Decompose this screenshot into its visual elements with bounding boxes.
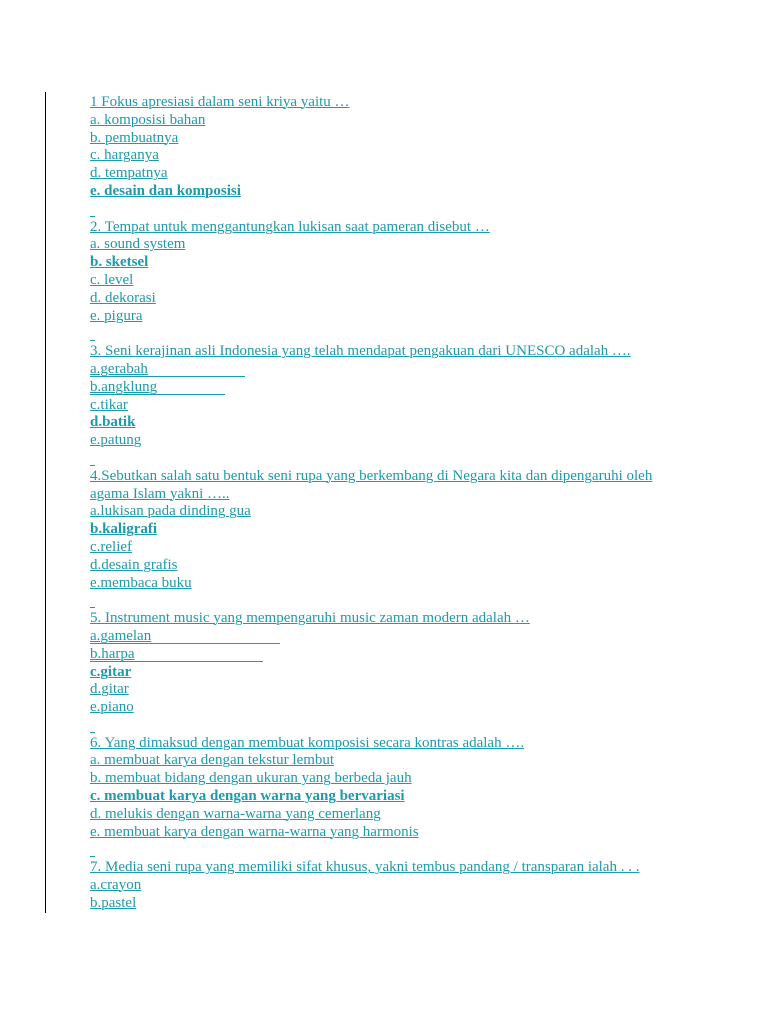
underline-fill [90,646,263,664]
question-1-option-e[interactable]: e. desain dan komposisi [90,182,241,199]
question-5-text[interactable]: 5. Instrument music yang mempengaruhi music zaman modern adalah … [90,610,530,627]
question-3-text[interactable]: 3. Seni kerajinan asli Indonesia yang telah mendapat pengakuan dari UNESCO adalah …. [90,343,631,360]
question-1-text[interactable]: 1 Fokus apresiasi dalam seni kriya yaitu … [90,94,350,110]
question-6-option-c[interactable]: c. membuat karya dengan warna yang bervariasi [90,788,405,805]
question-1-option-d[interactable]: d. tempatnya [90,165,168,182]
question-7-option-b[interactable]: b.pastel [90,894,137,911]
question-4-option-a[interactable]: a.lukisan pada dinding gua [90,503,251,520]
blank-link[interactable] [90,450,95,468]
question-6-option-e[interactable]: e. membuat karya dengan warna-warna yang harmonis [90,823,419,840]
blank-link[interactable] [90,201,95,219]
margin-rule [45,92,46,913]
question-1-option-b[interactable]: b. pembuatnya [90,129,179,146]
blank-link[interactable] [90,592,95,610]
question-3-option-c[interactable]: c.tikar [90,396,128,413]
question-4-option-e[interactable]: e.membaca buku [90,574,192,591]
question-5-option-d[interactable]: d.gitar [90,681,129,698]
blank-link[interactable] [90,717,95,735]
blank-link[interactable] [90,841,95,859]
question-2-option-e[interactable]: e. pigura [90,307,143,324]
question-2-option-a[interactable]: a. sound system [90,236,186,253]
question-6-option-a[interactable]: a. membuat karya dengan tekstur lembut [90,752,335,769]
question-5-option-a[interactable]: a.gamelan [90,627,152,644]
question-5-option-e[interactable]: e.piano [90,699,134,716]
question-1-option-c[interactable]: c. harganya [90,147,159,164]
question-3-option-e[interactable]: e.patung [90,432,142,449]
question-4-option-d[interactable]: d.desain grafis [90,556,178,573]
question-5-option-c[interactable]: c.gitar [90,663,132,680]
question-5-option-b[interactable]: b.harpa [90,645,135,662]
question-3-option-b[interactable]: b.angklung [90,378,158,395]
question-3-option-d[interactable]: d.batik [90,414,136,431]
blank-link[interactable] [90,325,95,343]
underline-fill [90,628,280,646]
question-4-option-b[interactable]: b.kaligrafi [90,521,158,538]
question-6-text[interactable]: 6. Yang dimaksud dengan membuat komposisi secara kontras adalah …. [90,734,525,751]
question-4-option-c[interactable]: c.relief [90,538,133,555]
question-6-option-d[interactable]: d. melukis dengan warna-warna yang cemerlang [90,805,381,822]
question-2-text[interactable]: 2. Tempat untuk menggantungkan lukisan saat pameran disebut … [90,218,490,235]
question-7-option-a[interactable]: a.crayon [90,877,142,894]
question-4-text[interactable]: 4.Sebutkan salah satu bentuk seni rupa yang berkembang di Negara kita dan dipengaruhi oleh agama Islam yakni ….. [90,467,653,502]
question-3-option-a[interactable]: a.gerabah [90,360,148,377]
underline-fill [90,361,245,379]
question-2-option-c[interactable]: c. level [90,271,134,288]
question-list [90,94,730,913]
underline-fill [90,379,225,397]
question-2-option-b[interactable]: b. sketsel [90,254,149,271]
question-7-text[interactable]: 7. Media seni rupa yang memiliki sifat khusus, yakni tembus pandang / transparan ialah . . . [90,859,640,876]
question-6-option-b[interactable]: b. membuat bidang dengan ukuran yang berbeda jauh [90,770,412,787]
question-2-option-d[interactable]: d. dekorasi [90,289,156,306]
question-1-option-a[interactable]: a. komposisi bahan [90,111,206,128]
